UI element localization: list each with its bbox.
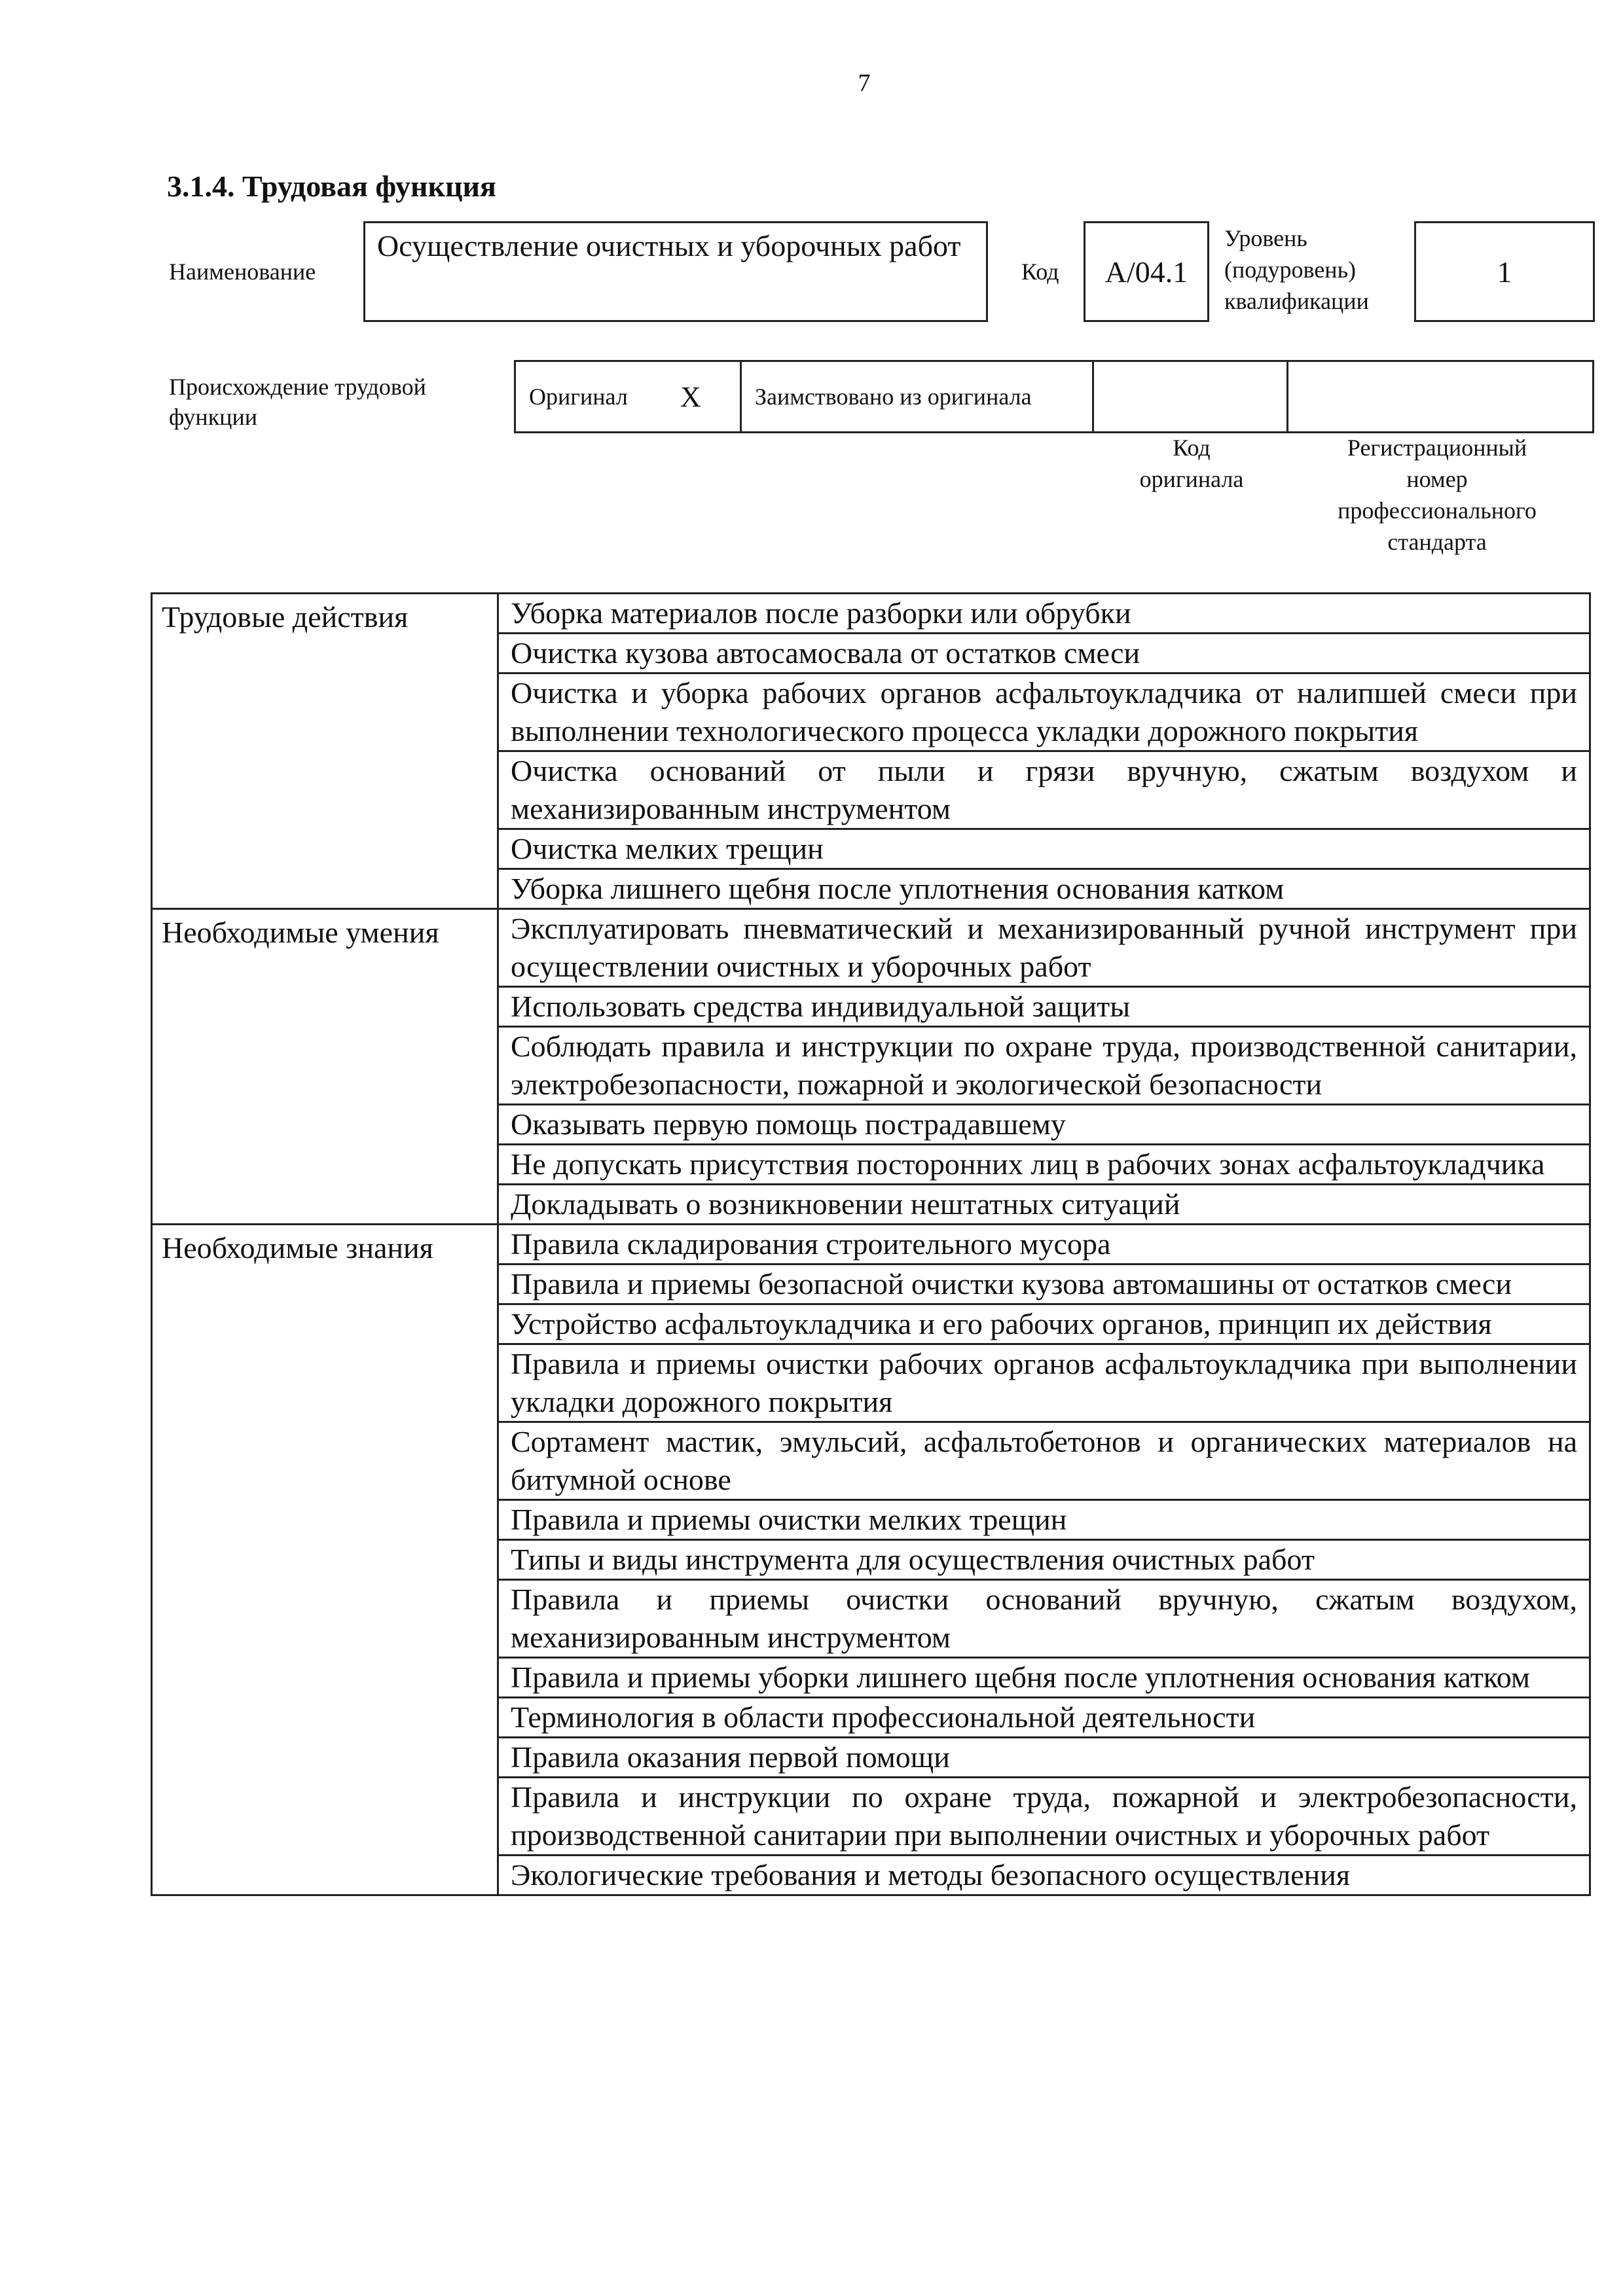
section-item: Не допускать присутствия посторонних лиц в рабочих зонах асфальтоукладчика: [498, 1145, 1590, 1185]
section-item: Экологические требования и методы безопасного осуществления: [498, 1856, 1590, 1895]
original-code-caption: Код оригинала: [1139, 435, 1244, 492]
table-row: [152, 594, 1590, 634]
section-item: Использовать средства индивидуальной защиты: [498, 987, 1590, 1027]
section-item: Уборка лишнего щебня после уплотнения основания катком: [498, 869, 1590, 909]
section-item: Правила оказания первой помощи: [498, 1738, 1590, 1778]
section-item: Правила и приемы очистки оснований вручную, сжатым воздухом, механизированным инструментом: [498, 1580, 1590, 1658]
code-label: Код: [1021, 259, 1059, 285]
registration-number-caption: Регистрационный номер профессионального стандарта: [1338, 435, 1537, 555]
section-item: Правила и приемы очистки рабочих органов асфальтоукладчика при выполнении укладки дорожного покрытия: [498, 1344, 1590, 1422]
section-item: Очистка и уборка рабочих органов асфальтоукладчика от налипшей смеси при выполнении технологического процесса укладки дорожного покрытия: [498, 673, 1590, 751]
section-item: Правила и инструкции по охране труда, пожарной и электробезопасности, производственной санитарии при выполнении очистных и уборочных работ: [498, 1778, 1590, 1856]
labor-function-table: [151, 592, 1591, 1896]
section-item: Терминология в области профессиональной деятельности: [498, 1698, 1590, 1738]
qualification-level-value: 1: [1414, 221, 1595, 322]
section-item: Соблюдать правила и инструкции по охране труда, производственной санитарии, электробезопасности, пожарной и экологической безопасности: [498, 1027, 1590, 1105]
origin-original-label: Оригинал: [529, 384, 628, 410]
section-item: Правила и приемы безопасной очистки кузова автомашины от остатков смеси: [498, 1265, 1590, 1304]
original-code-cell: [1094, 362, 1288, 431]
table-row: [152, 1225, 1590, 1265]
section-item: Оказывать первую помощь пострадавшему: [498, 1105, 1590, 1145]
section-title-cell: Необходимые умения: [152, 909, 498, 1225]
section-title: 3.1.4. Трудовая функция: [167, 170, 496, 203]
section-item: Правила и приемы уборки лишнего щебня после уплотнения основания катком: [498, 1658, 1590, 1698]
origin-label: Происхождение трудовой функции: [169, 374, 426, 430]
section-item: Очистка оснований от пыли и грязи вручную, сжатым воздухом и механизированным инструментом: [498, 751, 1590, 829]
section-item: Очистка мелких трещин: [498, 829, 1590, 869]
origin-borrowed-label: Заимствовано из оригинала: [742, 362, 1094, 431]
origin-original-cell: [516, 362, 742, 431]
origin-table: [514, 360, 1594, 433]
registration-number-cell: [1288, 362, 1592, 431]
code-value: A/04.1: [1084, 221, 1209, 322]
page-number: 7: [858, 69, 871, 97]
section-item: Уборка материалов после разборки или обрубки: [498, 594, 1590, 634]
section-title-cell: Трудовые действия: [152, 594, 498, 909]
section-item: Сортамент мастик, эмульсий, асфальтобетонов и органических материалов на битумной основе: [498, 1422, 1590, 1500]
origin-original-mark: X: [680, 380, 701, 413]
table-row: [152, 909, 1590, 987]
section-item: Правила складирования строительного мусора: [498, 1225, 1590, 1265]
section-item: Очистка кузова автосамосвала от остатков смеси: [498, 634, 1590, 673]
qualification-level-label: Уровень (подуровень) квалификации: [1224, 225, 1369, 314]
section-item: Устройство асфальтоукладчика и его рабочих органов, принцип их действия: [498, 1304, 1590, 1344]
section-title-cell: Необходимые знания: [152, 1225, 498, 1895]
section-item: Типы и виды инструмента для осуществления очистных работ: [498, 1540, 1590, 1580]
name-label: Наименование: [169, 259, 316, 285]
section-item: Докладывать о возникновении нештатных ситуаций: [498, 1185, 1590, 1225]
function-name-value: Осуществление очистных и уборочных работ: [363, 221, 988, 322]
section-item: Правила и приемы очистки мелких трещин: [498, 1500, 1590, 1540]
section-item: Эксплуатировать пневматический и механизированный ручной инструмент при осуществлении очистных и уборочных работ: [498, 909, 1590, 987]
